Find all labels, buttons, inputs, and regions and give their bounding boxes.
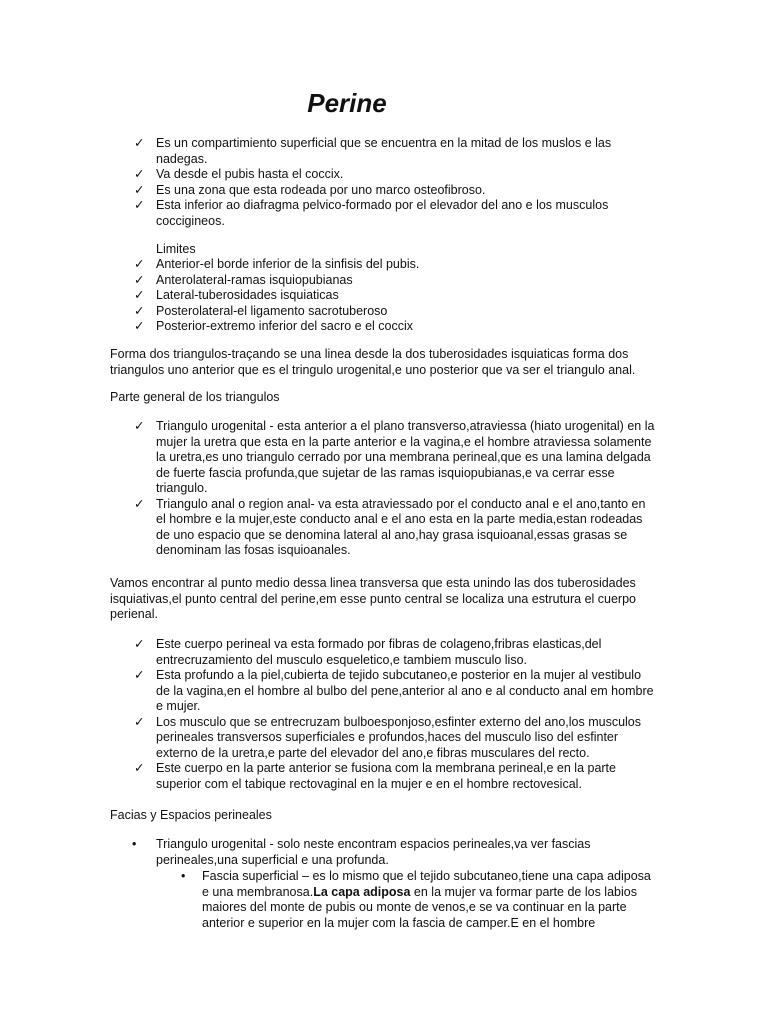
check-icon: ✓: [134, 496, 145, 511]
list-item: ✓ Triangulo anal o region anal- va esta atraviessado por el conducto anal e el ano,tanto en el hombre e la mujer,este conducto anal e el ano esta en la parte media,estan rodeadas de uno espacio que se denomina lateral al ano,hay grasa isquioanal,essas grasas se denominam las fosas isquioanales.: [134, 496, 646, 557]
list-item: ✓ Triangulo urogenital - esta anterior a el plano transverso,atraviessa (hiato urogenital) en la mujer la uretra que esta en la parte anterior e la vagina,e el hombre atraviessa solamente la uretra,es uno triangulo cerrado por una membrana perineal,que es una lamina delgada de fuerte fascia profunda,que sujetar de las ramas isquiopubianas,e va cerrar esse triangulo.: [134, 419, 655, 495]
limits-heading: Limites: [156, 242, 196, 256]
limits-list: [0, 257, 656, 335]
paragraph-central-point: Vamos encontrar al punto medio dessa linea transversa que esta unindo las dos tuberosidades isquiativas,el punto central del perine,em esse punto central se localiza una estrutura el cuerpo perienal.: [110, 576, 637, 621]
list-item: ✓ Posterolateral-el ligamento sacrotuberoso: [134, 303, 388, 318]
list-item: • Triangulo urogenital - solo neste encontram espacios perineales,va ver fascias perineales,una superficial e una profunda.: [132, 837, 591, 867]
bold-term: La capa adiposa: [313, 884, 411, 899]
check-icon: ✓: [134, 288, 145, 302]
perineal-body-list: [0, 637, 656, 792]
page-title: Perine: [307, 88, 387, 118]
definition-list: [0, 136, 656, 229]
check-icon: ✓: [134, 637, 145, 651]
list-item: ✓ Esta profundo a la piel,cubierta de tejido subcutaneo,e posterior en la mujer al vestibulo de la vagina,en el hombre al bulbo del pene,anterior al ano e al conducto anal em hombre e mujer.: [134, 668, 654, 713]
list-item: • Fascia superficial – es lo mismo que el tejido subcutaneo,tiene una capa adiposa e una membranosa.La capa adiposa en la mujer va formar parte de los labios maiores del monte de pubis ou monte de venos,e se va continuar en la parte anterior e superior en la mujer com la fascia de camper.E en el hombre: [181, 869, 651, 930]
check-icon: ✓: [134, 272, 145, 287]
check-icon: ✓: [134, 303, 145, 318]
check-icon: ✓: [134, 182, 145, 197]
check-icon: ✓: [134, 319, 145, 333]
check-icon: ✓: [134, 714, 145, 729]
list-item: ✓ Los musculo que se entrecruzam bulboesponjoso,esfinter externo del ano,los musculos perineales transversos superficiales e profundos,haces del musculo liso del esfinter externo de la uretra,e parte del elevador del ano,e fibras musculares del recto.: [134, 714, 641, 760]
list-item: ✓ Es un compartimiento superficial que se encuentra en la mitad de los muslos e las nadegas.: [134, 136, 612, 166]
check-icon: ✓: [134, 167, 145, 181]
check-icon: ✓: [134, 257, 145, 271]
list-item: ✓ Este cuerpo en la parte anterior se fusiona com la membrana perineal,e en la parte superior com el tabique rectovaginal en la mujer e en el hombre rectovesical.: [134, 761, 616, 791]
list-item: ✓ Va desde el pubis hasta el coccix.: [134, 167, 344, 181]
list-item: ✓ Posterior-extremo inferior del sacro e el coccix: [134, 319, 414, 333]
section-heading-triangles: Parte general de los triangulos: [110, 390, 280, 404]
section-heading-fascia: Facias y Espacios perineales: [110, 808, 272, 822]
list-item: ✓ Anterior-el borde inferior de la sinfisis del pubis.: [134, 257, 420, 271]
triangles-list: [0, 419, 656, 559]
list-item: ✓ Lateral-tuberosidades isquiaticas: [134, 288, 339, 302]
fascia-sublist: [0, 869, 657, 931]
bullet-icon: •: [132, 837, 137, 851]
bullet-icon: •: [181, 869, 186, 883]
list-item: ✓ Es una zona que esta rodeada por uno marco osteofibroso.: [134, 182, 486, 197]
list-item: ✓ Este cuerpo perineal va esta formado por fibras de colageno,fribras elasticas,del entrecruzamiento del musculo esqueletico,e tambiem musculo liso.: [134, 637, 602, 667]
list-item: ✓ Anterolateral-ramas isquiopubianas: [134, 272, 353, 287]
check-icon: ✓: [134, 668, 145, 682]
list-item: ✓ Esta inferior ao diafragma pelvico-formado por el elevador del ano e los musculos coccigineos.: [134, 198, 609, 228]
paragraph-triangles: Forma dos triangulos-traçando se una linea desde la dos tuberosidades isquiaticas forma dos triangulos uno anterior que es el tringulo urogenital,e uno posterior que va ser el triangulo anal.: [110, 347, 636, 377]
fascia-list: [0, 837, 656, 868]
check-icon: ✓: [134, 419, 145, 433]
check-icon: ✓: [134, 761, 145, 775]
check-icon: ✓: [134, 136, 145, 150]
check-icon: ✓: [134, 198, 145, 212]
